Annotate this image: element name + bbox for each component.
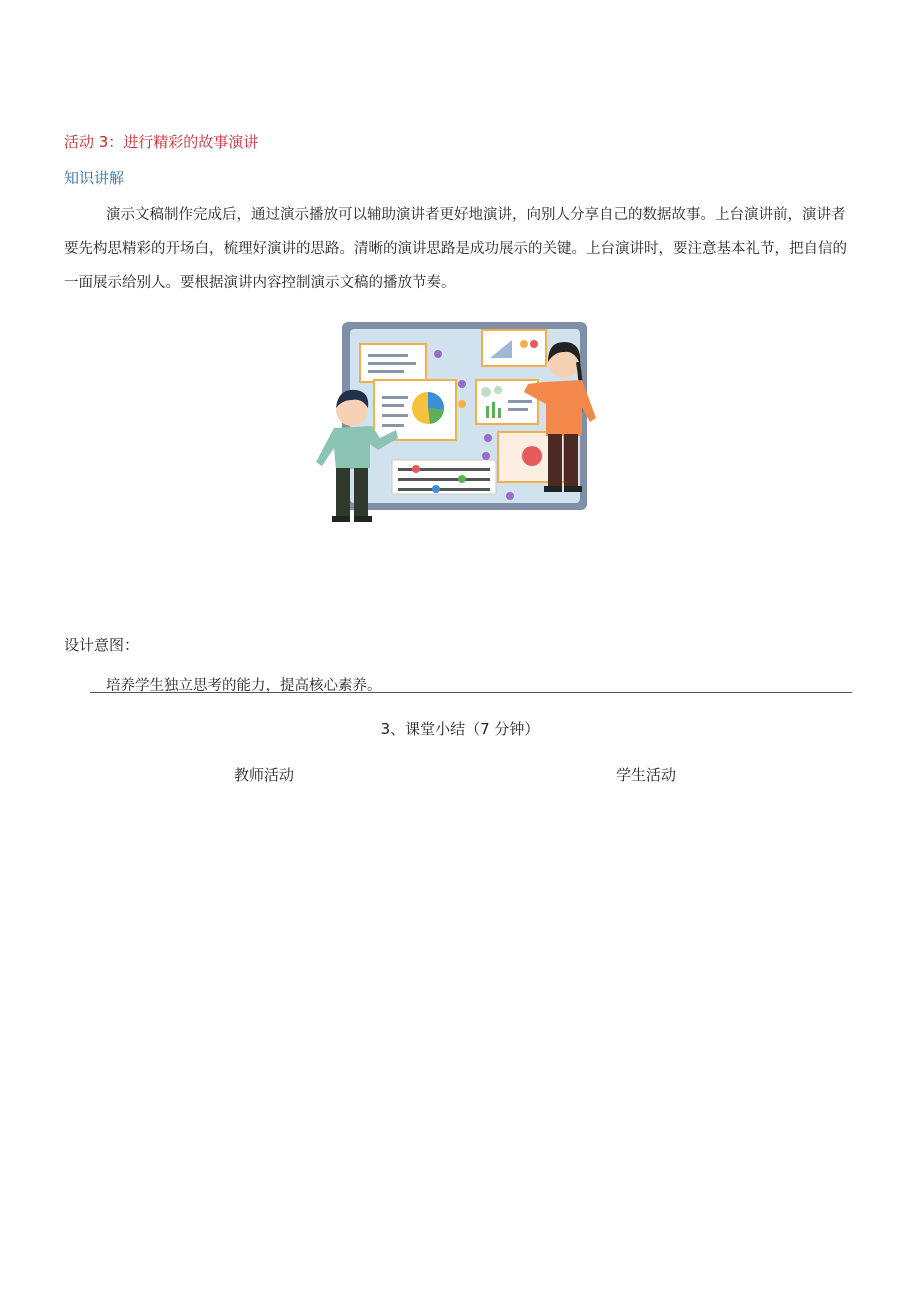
design-intent-text: 培养学生独立思考的能力，提高核心素养。: [106, 678, 382, 694]
knowledge-heading: 知识讲解: [64, 169, 125, 187]
knowledge-paragraph: 演示文稿制作完成后，通过演示播放可以辅助演讲者更好地演讲，向别人分享自己的数据故事。上台演讲前，演讲者要先构思精彩的开场白，梳理好演讲的思路。清晰的演讲思路是成功展示的关键。上台演讲时，要注意基本礼节，把自信的一面展示给别人。要根据演讲内容控制演示文稿的播放节奏。: [64, 207, 847, 291]
student-activity-heading: 学生活动: [616, 766, 677, 784]
activity-title: 活动 3：进行精彩的故事演讲: [64, 133, 259, 151]
presentation-illustration: [312, 318, 602, 536]
summary-title: 3、课堂小结（7 分钟）: [380, 720, 540, 738]
teacher-activity-heading: 教师活动: [234, 766, 295, 784]
divider-line: [90, 692, 852, 693]
design-intent-label: 设计意图：: [64, 636, 140, 654]
